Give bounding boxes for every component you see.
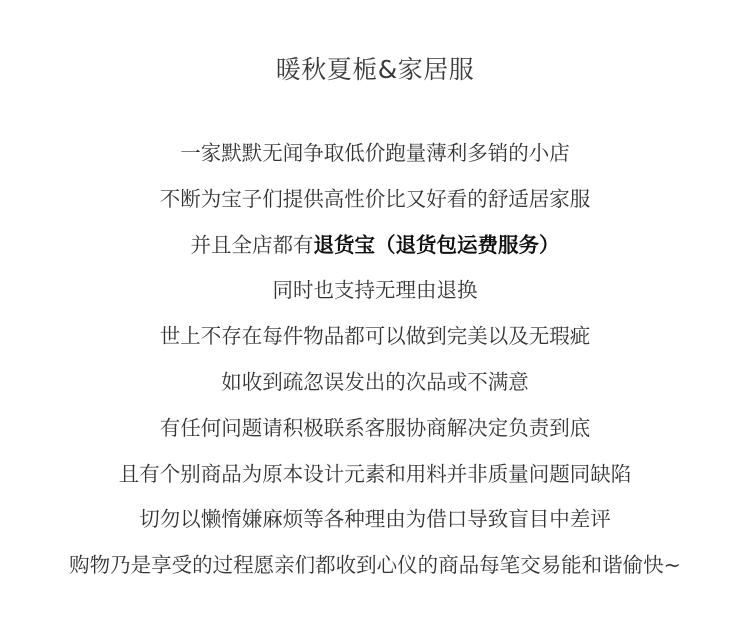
notice-line-return-service bbox=[0, 223, 750, 269]
notice-line: 如收到疏忽误发出的次品或不满意 bbox=[221, 369, 529, 394]
notice-lines bbox=[0, 131, 750, 589]
notice-line: 购物乃是享受的过程愿亲们都收到心仪的商品每笔交易能和谐偷快~ bbox=[69, 553, 681, 578]
notice-line: 且有个别商品为原本设计元素和用料并非质量问题同缺陷 bbox=[118, 461, 632, 486]
notice-line: 同时也支持无理由退换 bbox=[272, 278, 478, 303]
return-service-highlight: 退货宝（退货包运费服务） bbox=[313, 232, 560, 257]
page-title: 暖秋夏栀&家居服 bbox=[275, 55, 475, 84]
notice-line: 不断为宝子们提供高性价比又好看的舒适居家服 bbox=[159, 186, 591, 211]
notice-line-prefix: 并且全店都有 bbox=[190, 232, 314, 257]
notice-line: 一家默默无闻争取低价跑量薄利多销的小店 bbox=[180, 141, 570, 165]
notice-line: 世上不存在每件物品都可以做到完美以及无瑕疵 bbox=[159, 324, 591, 349]
notice-line: 切勿以懒惰嫌麻烦等各种理由为借口导致盲目中差评 bbox=[139, 507, 611, 532]
notice-line: 有任何问题请积极联系客服协商解决定负责到底 bbox=[159, 415, 591, 440]
